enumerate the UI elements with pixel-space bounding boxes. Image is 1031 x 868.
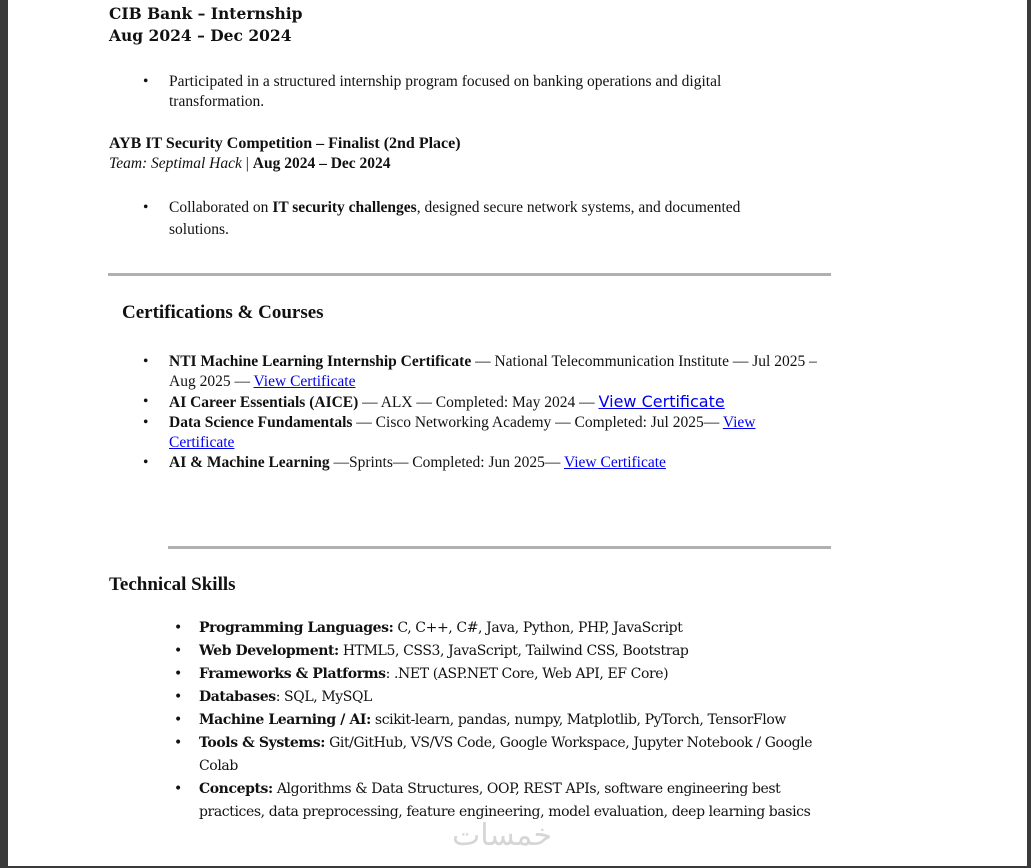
bullet-icon: • — [174, 735, 182, 751]
cert-name: AI & Machine Learning — [169, 454, 330, 471]
section-heading-technical-skills: Technical Skills — [109, 574, 236, 595]
view-certificate-link[interactable]: View Certificate — [169, 414, 756, 451]
cert-detail: — National Telecommunication Institute — Jul 2025 – Aug 2025 — — [169, 353, 817, 390]
viewer-left-border — [0, 0, 8, 868]
skill-label: Concepts: — [199, 781, 273, 797]
skill-label: Databases — [199, 689, 276, 705]
bullet-bold-text: IT security challenges — [272, 199, 417, 216]
experience-entry-cib — [109, 3, 302, 47]
list-item — [174, 640, 819, 663]
bullet-icon: • — [174, 620, 182, 636]
list-item — [174, 617, 819, 640]
list-item — [174, 686, 819, 709]
bullet-icon: • — [174, 666, 182, 682]
skill-value: Algorithms & Data Structures, OOP, REST APIs, software engineering best practices, data preprocessing, feature engineering, model evaluation, deep learning basics — [199, 781, 811, 820]
bullet-icon: • — [143, 73, 149, 90]
bullet-text: Collaborated on — [169, 199, 273, 216]
section-divider — [168, 546, 831, 549]
skill-label: Programming Languages: — [199, 620, 394, 636]
viewer-right-border — [1027, 0, 1031, 868]
list-item — [174, 732, 819, 778]
watermark-logo: خمسات — [452, 818, 553, 853]
bullet-icon: • — [143, 393, 149, 410]
ayb-bullets — [143, 197, 799, 241]
entry-title: AYB IT Security Competition – Finalist (2nd Place) — [109, 135, 461, 152]
list-item — [143, 72, 809, 112]
list-item — [143, 197, 799, 241]
bullet-icon: • — [143, 353, 149, 370]
experience-entry-ayb — [109, 134, 461, 174]
section-divider — [108, 273, 831, 276]
skill-value: C, C++, C#, Java, Python, PHP, JavaScript — [393, 620, 683, 636]
bullet-icon: • — [174, 781, 182, 797]
entry-dates: Aug 2024 – Dec 2024 — [252, 155, 391, 172]
bullet-text: Participated in a structured internship program focused on banking operations and digital transformation. — [169, 73, 722, 110]
cert-detail: — ALX — Completed: May 2024 — — [358, 394, 599, 411]
cert-name: Data Science Fundamentals — [169, 414, 353, 431]
bullet-icon: • — [143, 199, 149, 216]
view-certificate-link[interactable]: View Certificate — [563, 454, 666, 471]
certifications-list — [143, 352, 824, 473]
skills-list — [174, 617, 819, 824]
list-item — [174, 709, 819, 732]
skill-value: HTML5, CSS3, JavaScript, Tailwind CSS, Bootstrap — [338, 643, 689, 659]
view-certificate-link[interactable]: View Certificate — [598, 392, 725, 411]
skill-label: Tools & Systems: — [199, 735, 326, 751]
bullet-icon: • — [174, 712, 182, 728]
cert-detail: — Cisco Networking Academy — Completed: Jul 2025— — [352, 414, 723, 431]
list-item — [143, 453, 824, 473]
skill-value: : SQL, MySQL — [275, 689, 372, 705]
cib-bullets — [143, 72, 809, 112]
skill-label: Frameworks & Platforms — [199, 666, 386, 682]
view-certificate-link[interactable]: View Certificate — [253, 373, 356, 390]
bullet-icon: • — [143, 454, 149, 471]
list-item — [143, 413, 824, 453]
skill-value: Git/GitHub, VS/VS Code, Google Workspace, Jupyter Notebook / Google Colab — [199, 735, 813, 774]
cert-name: NTI Machine Learning Internship Certificate — [169, 353, 472, 370]
section-heading-certifications: Certifications & Courses — [122, 302, 324, 323]
list-item — [143, 392, 824, 413]
cert-detail: —Sprints— Completed: Jun 2025— — [329, 454, 564, 471]
entry-title: CIB Bank – Internship — [109, 4, 303, 23]
entry-dates: Aug 2024 – Dec 2024 — [109, 26, 292, 45]
bullet-icon: • — [174, 689, 182, 705]
separator: | — [241, 155, 253, 172]
skill-value: : .NET (ASP.NET Core, Web API, EF Core) — [385, 666, 669, 682]
skill-label: Machine Learning / AI: — [199, 712, 371, 728]
bullet-icon: • — [143, 414, 149, 431]
list-item — [143, 352, 824, 392]
skill-value: scikit-learn, pandas, numpy, Matplotlib, PyTorch, TensorFlow — [370, 712, 786, 728]
entry-team: Team: Septimal Hack — [109, 155, 242, 172]
cert-name: AI Career Essentials (AICE) — [169, 394, 359, 411]
skill-label: Web Development: — [199, 643, 339, 659]
bullet-text: , designed secure network systems, and documented solutions. — [169, 199, 741, 238]
bullet-icon: • — [174, 643, 182, 659]
list-item — [174, 663, 819, 686]
